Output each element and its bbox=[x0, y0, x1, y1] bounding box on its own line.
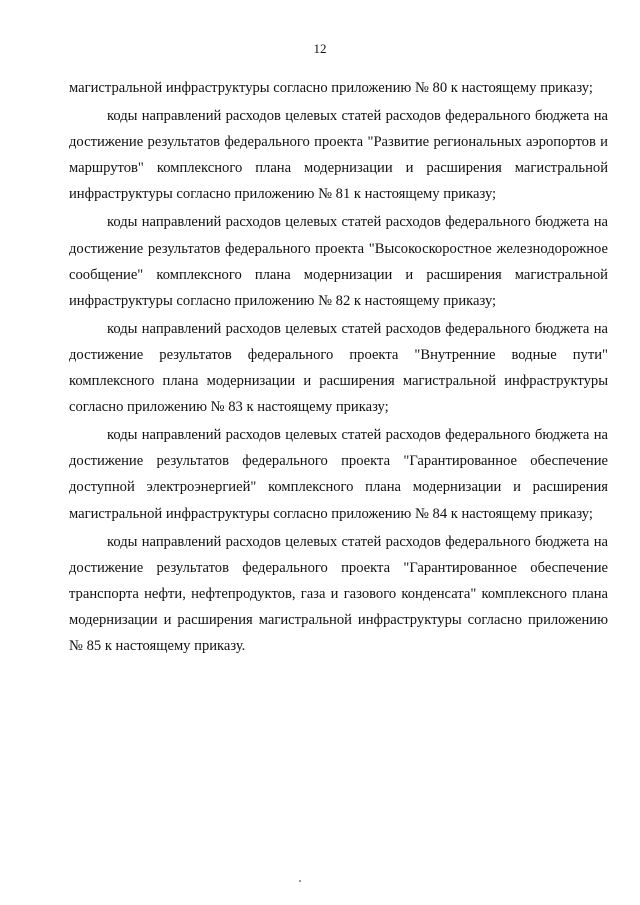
page-number: 12 bbox=[313, 41, 327, 56]
paragraph-appendix-84: коды направлений расходов целевых статей расходов федерального бюджета на достижение результатов федерального проекта "Гарантированное обеспечение доступной электроэнергией" комплексного плана модернизации и расширения магистральной инфраструктуры согласно приложению № 84 к настоящему приказу; bbox=[69, 427, 608, 522]
paragraph-appendix-82: коды направлений расходов целевых статей расходов федерального бюджета на достижение результатов федерального проекта "Высокоскоростное железнодорожное сообщение" комплексного плана модернизации и расширения магистральной инфраструктуры согласно приложению № 82 к настоящему приказу; bbox=[69, 214, 608, 309]
scan-speck bbox=[299, 880, 301, 882]
paragraph-appendix-83: коды направлений расходов целевых статей расходов федерального бюджета на достижение результатов федерального проекта "Внутренние водные пути" комплексного плана модернизации и расширения магистральной инфраструктуры согласно приложению № 83 к настоящему приказу; bbox=[69, 320, 608, 416]
paragraph-continuation: магистральной инфраструктуры согласно приложению № 80 к настоящему приказу; bbox=[69, 80, 593, 96]
paragraph-appendix-85: коды направлений расходов целевых статей расходов федерального бюджета на достижение результатов федерального проекта "Гарантированное обеспечение транспорта нефти, нефтепродуктов, газа и газового конденсата" комплексного плана модернизации и расширения магистральной инфраструктуры согласно приложению № 85 к настоящему приказу. bbox=[69, 533, 608, 654]
body-text bbox=[69, 75, 608, 661]
paragraph-appendix-81: коды направлений расходов целевых статей расходов федерального бюджета на достижение результатов федерального проекта "Развитие региональных аэропортов и маршрутов" комплексного плана модернизации и расширения магистральной инфраструктуры согласно приложению № 81 к настоящему приказу; bbox=[69, 108, 608, 203]
